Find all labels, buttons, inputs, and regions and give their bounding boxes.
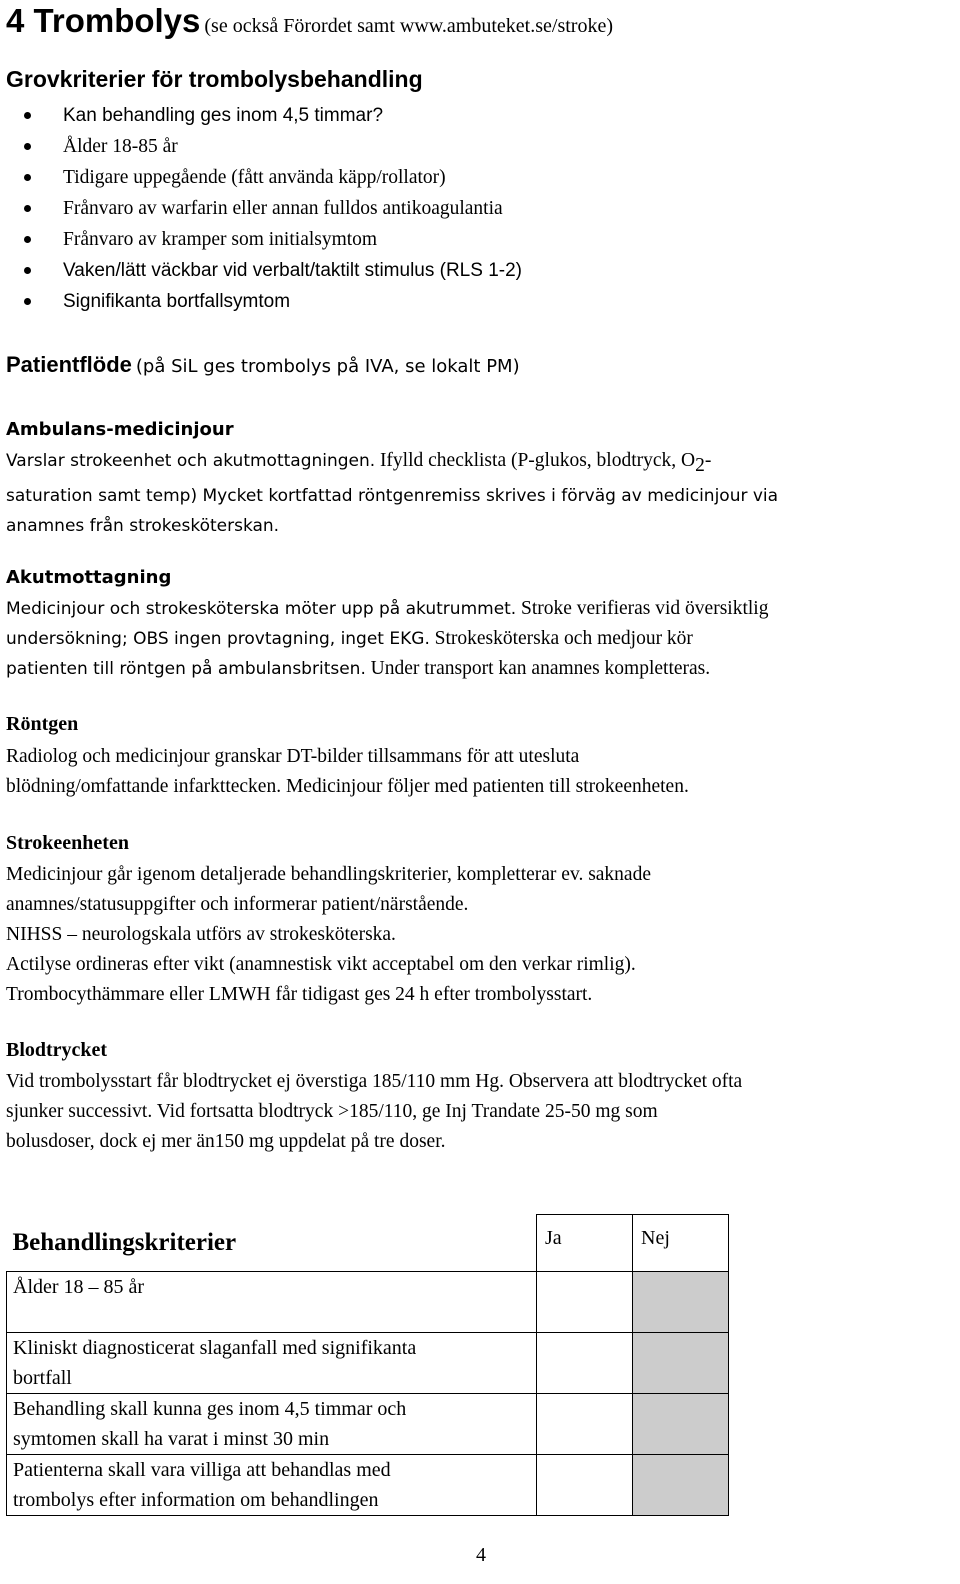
column-header-yes: Ja: [537, 1215, 633, 1272]
list-item: Kan behandling ges inom 4,5 timmar?: [6, 100, 522, 131]
er-text: Medicinjour och strokesköterska möter upp på akutrummet. Stroke verifieras vid översiktlig undersökning; OBS ingen provtagning, inget EKG. Strokesköterska och medjour kör patienten till röntgen på ambulansbritsen. Under transport kan anamnes kompletteras.: [6, 598, 769, 679]
stroke-unit-heading: Strokeenheten: [6, 832, 129, 854]
chapter-subtitle: (se också Förordet samt www.ambuteket.se/stroke): [204, 15, 613, 37]
table-row: [7, 1272, 729, 1333]
bullet-icon: [24, 205, 31, 212]
bullet-icon: [24, 267, 31, 274]
bullet-icon: [24, 112, 31, 119]
criterion-time-window: Behandling skall kunna ges inom 4,5 timmar och symtomen skall ha varat i minst 30 min: [7, 1394, 537, 1455]
bullet-icon: [24, 298, 31, 305]
yes-checkbox[interactable]: [537, 1272, 633, 1333]
page-number: 4: [476, 1544, 486, 1566]
page-title: [6, 2, 613, 40]
chapter-title: 4 Trombolys: [6, 2, 201, 39]
yes-checkbox[interactable]: [537, 1333, 633, 1394]
no-checkbox[interactable]: [633, 1455, 729, 1516]
yes-checkbox[interactable]: [537, 1394, 633, 1455]
ambulance-text: Varslar strokeenhet och akutmottagningen. Ifylld checklista (P-glukos, blodtryck, $O_2-$ saturation samt temp) Mycket kortfattad röntgenremiss skrives i förväg av medicinjour via anamnes från strokesköterskan.: [6, 450, 779, 536]
list-item: Vaken/lätt väckbar vid verbalt/taktilt stimulus (RLS 1-2): [6, 255, 522, 286]
er-heading: Akutmottagning: [6, 567, 172, 588]
blood-pressure-text: Vid trombolysstart får blodtrycket ej överstiga 185/110 mm Hg. Observera att blodtrycket ofta sjunker successivt. Vid fortsatta blodtryck >185/110, ge Inj Trandate 25-50 mg som bolusdoser, dock ej mer än150 mg uppdelat på tre doser.: [6, 1071, 743, 1152]
yes-checkbox[interactable]: [537, 1455, 633, 1516]
bullet-icon: [24, 236, 31, 243]
bullet-icon: [24, 174, 31, 181]
patient-flow-heading: Patientflöde (på SiL ges trombolys på IVA, se lokalt PM): [6, 352, 520, 377]
list-item: Frånvaro av warfarin eller annan fulldos antikoagulantia: [6, 193, 522, 224]
list-item: Tidigare uppegående (fått använda käpp/rollator): [6, 162, 522, 193]
stroke-unit-text: Medicinjour går igenom detaljerade behandlingskriterier, kompletterar ev. saknade anamnes/statusuppgifter och informerar patient/närstående. NIHSS – neurologskala utförs av strokesköterska. Actilyse ordineras efter vikt (anamnestisk vikt acceptabel om den verkar rimlig). Trombocythämmare eller LMWH får tidigast ges 24 h efter trombolysstart.: [6, 864, 651, 1005]
no-checkbox[interactable]: [633, 1333, 729, 1394]
blood-pressure-heading: Blodtrycket: [6, 1039, 108, 1061]
column-header-no: Nej: [633, 1215, 729, 1272]
criterion-stroke-diagnosis: Kliniskt diagnosticerat slaganfall med signifikanta bortfall: [7, 1333, 537, 1394]
list-item: Ålder 18-85 år: [6, 131, 522, 162]
ambulance-heading: Ambulans-medicinjour: [6, 419, 234, 440]
criteria-list: [6, 100, 522, 317]
criteria-heading: Grovkriterier för trombolysbehandling: [6, 66, 423, 92]
list-item: Frånvaro av kramper som initialsymtom: [6, 224, 522, 255]
table-row: [7, 1333, 729, 1394]
criterion-consent: Patienterna skall vara villiga att behandlas med trombolys efter information om behandlingen: [7, 1455, 537, 1516]
table-header-row: [7, 1215, 729, 1272]
xray-heading: Röntgen: [6, 713, 79, 735]
table-title: Behandlingskriterier: [12, 1228, 237, 1256]
no-checkbox[interactable]: [633, 1272, 729, 1333]
table-row: [7, 1455, 729, 1516]
bullet-icon: [24, 143, 31, 150]
xray-text: Radiolog och medicinjour granskar DT-bilder tillsammans för att utesluta blödning/omfattande infarkttecken. Medicinjour följer med patienten till strokeenheten.: [6, 746, 689, 797]
criterion-age: Ålder 18 – 85 år: [7, 1272, 537, 1333]
list-item: Signifikanta bortfallsymtom: [6, 286, 522, 317]
table-row: [7, 1394, 729, 1455]
no-checkbox[interactable]: [633, 1394, 729, 1455]
treatment-criteria-table: [6, 1214, 729, 1516]
